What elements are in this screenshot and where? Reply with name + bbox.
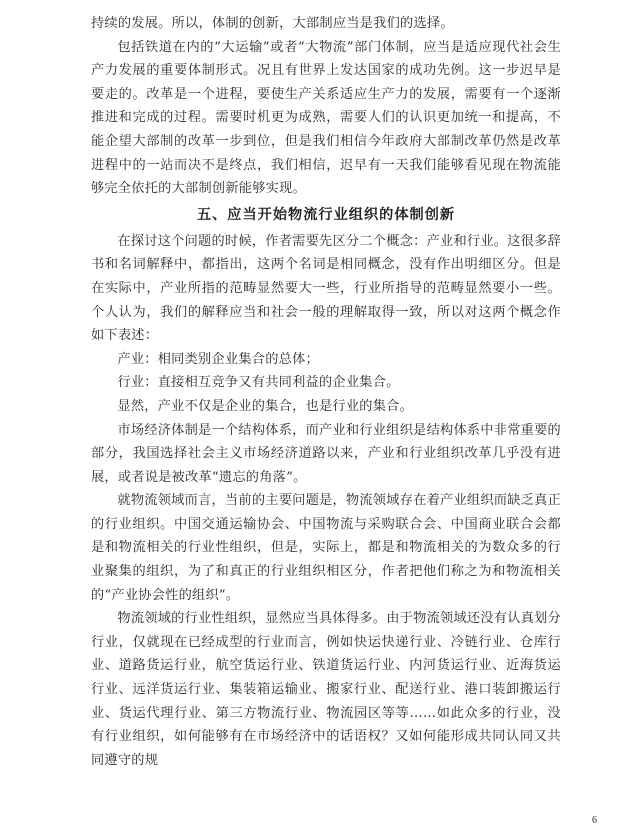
page-number: 6 — [592, 815, 597, 826]
paragraph: 显然，产业不仅是企业的集合，也是行业的集合。 — [117, 398, 414, 414]
paragraph: 市场经济体制是一个结构体系，而产业和行业组织是结构体系中非常重要的部分，我国选择社会主义市场经济道路以来，产业和行业组织改革几乎没有进展，或者说是被改革“遗忘的角落”。 — [91, 422, 561, 485]
paragraph: 持续的发展。所以，体制的创新，大部制应当是我们的选择。 — [91, 16, 454, 31]
paragraph: 包括铁道在内的“大运输”或者“大物流”部门体制，应当是适应现代社会生产力发展的重要体制形式。况且有世界上发达国家的成功先例。这一步迟早是要走的。改革是一个进程，要使生产关系适应生产力的发展，需要有一个逐渐推进和完成的过程。需要时机更为成熟，需要人们的认识更加统一和提高，不能企望大部制的改革一步到位，但是我们相信今年政府大部制改革仍然是改革进程中的一站而决不是终点，我们相信，迟早有一天我们能够看见现在物流能够完全依托的大部制创新能够实现。 — [91, 39, 561, 197]
body-text — [91, 12, 561, 772]
definition-paragraph: 产业：相同类别企业集合的总体； — [117, 351, 319, 367]
paragraph: 物流领域的行业性组织，显然应当具体得多。由于物流领域还没有认真划分行业，仅就现在已经成型的行业而言，例如快运快递行业、冷链行业、仓库行业、道路货运行业，航空货运行业、铁道货运行业、内河货运行业、近海货运行业、远洋货运行业、集装箱运输业、搬家行业、配送行业、港口装卸搬运行业、货运代理行业、第三方物流行业、物流园区等等……如此众多的行业，没有行业组织，如何能够有在市场经济中的话语权？又如何能形成共同认同又共同遵守的规 — [91, 611, 561, 768]
paragraph: 就物流领域而言，当前的主要问题是，物流领域存在着产业组织而缺乏真正的行业组织。中国交通运输协会、中国物流与采购联合会、中国商业联合会都是和物流相关的行业性组织，但是，实际上，都是和物流相关的为数众多的行业聚集的组织，为了和真正的行业组织相区分，作者把他们称之为和物流相关的“产业协会性的组织”。 — [91, 493, 561, 603]
definition-paragraph: 行业：直接相互竞争又有共同利益的企业集合。 — [117, 375, 400, 391]
section-heading: 五、应当开始物流行业组织的体制创新 — [196, 206, 456, 223]
paragraph: 在探讨这个问题的时候，作者需要先区分二个概念：产业和行业。这很多辞书和名词解释中，都指出，这两个名词是相同概念，没有作出明细区分。但是在实际中，产业所指的范畴显然要大一些，行业所指导的范畴显然要小一些。个人认为，我们的解释应当和社会一般的理解取得一致，所以对这两个概念作如下表述： — [91, 233, 561, 344]
